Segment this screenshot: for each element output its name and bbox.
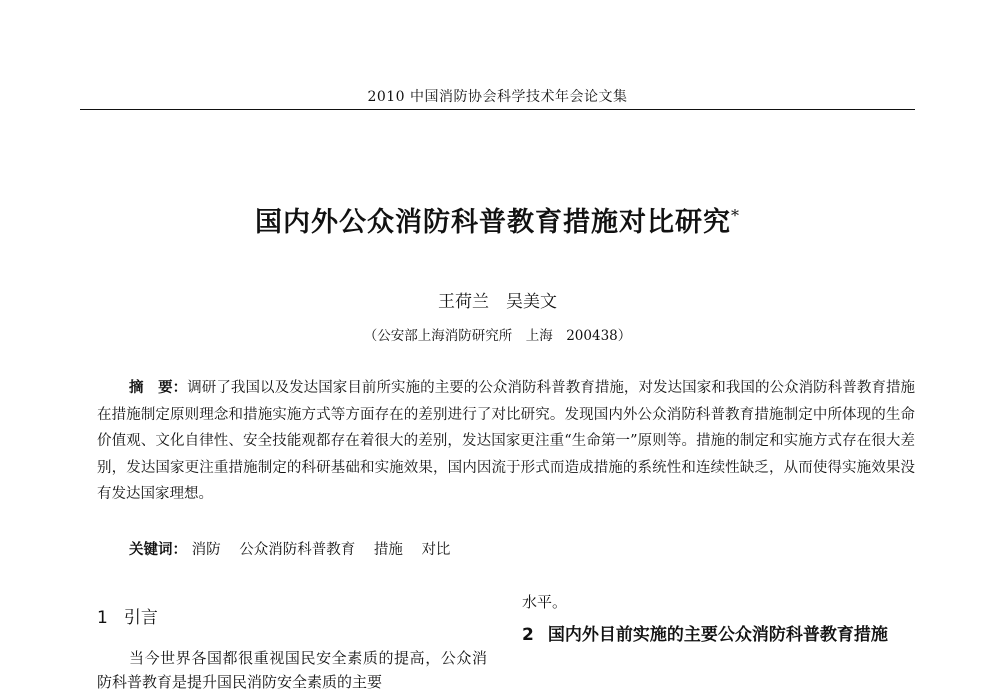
abstract bbox=[97, 375, 915, 508]
right-column-continuation: 水平。 bbox=[522, 593, 568, 611]
section-2-title: 国内外目前实施的主要公众消防科普教育措施 bbox=[547, 625, 888, 645]
section-2-number: 2 bbox=[522, 625, 534, 645]
section-1-number: 1 bbox=[97, 608, 108, 628]
title-footnote-mark: * bbox=[731, 206, 740, 225]
affiliation: （公安部上海消防研究所 上海 200438） bbox=[363, 328, 632, 344]
paper-title bbox=[80, 200, 915, 239]
keyword: 措施 bbox=[373, 542, 403, 558]
abstract-text: 调研了我国以及发达国家目前所实施的主要的公众消防科普教育措施，对发达国家和我国的公众消防科普教育措施在措施制定原则理念和措施实施方式等方面存在的差别进行了对比研究。发现国内外公众消防科普教育措施制定中所体现的生命价值观、文化自律性、安全技能观都存在着很大的差别，发达国家更注重“生命第一”原则等。措施的制定和实施方式存在很大差别，发达国家更注重措施制定的科研基础和实施效果，国内因流于形式而造成措施的系统性和连续性缺乏，从而使得实施效果没有发达国家理想。 bbox=[97, 380, 916, 502]
header-rule bbox=[80, 109, 915, 110]
paper-title-text: 国内外公众消防科普教育措施对比研究 bbox=[255, 207, 731, 238]
keywords bbox=[129, 537, 915, 563]
authors: 王荷兰 吴美文 bbox=[438, 292, 557, 312]
keyword: 消防 bbox=[191, 542, 221, 558]
section-1-paragraph: 当今世界各国都很重视国民安全素质的提高，公众消防科普教育是提升国民消防安全素质的主要 bbox=[97, 649, 487, 691]
running-header: 2010 中国消防协会科学技术年会论文集 bbox=[367, 89, 628, 105]
section-1-heading bbox=[97, 603, 158, 628]
keywords-label: 关键词： bbox=[129, 542, 187, 558]
keyword: 公众消防科普教育 bbox=[239, 542, 356, 558]
keyword: 对比 bbox=[421, 542, 451, 558]
section-1-title: 引言 bbox=[123, 608, 158, 628]
abstract-label: 摘 要： bbox=[129, 380, 188, 396]
section-2-heading bbox=[522, 619, 915, 651]
